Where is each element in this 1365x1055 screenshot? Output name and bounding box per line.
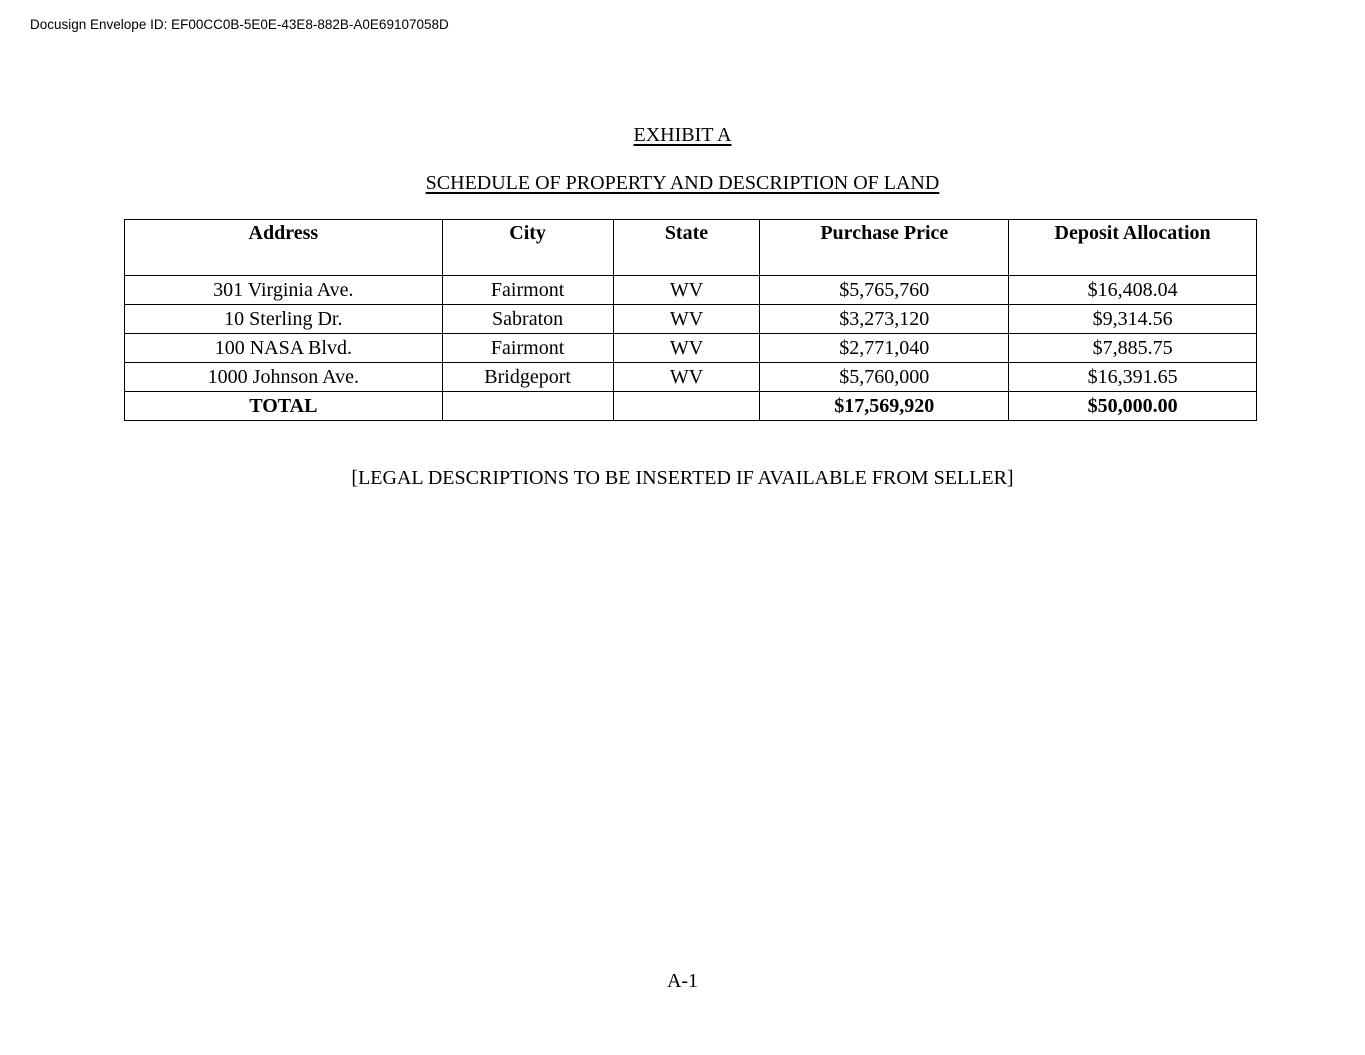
cell-purchase-price: $5,760,000 (760, 363, 1009, 392)
header-city: City (442, 220, 613, 276)
cell-purchase-price: $3,273,120 (760, 305, 1009, 334)
table-total-row (125, 392, 1257, 421)
docusign-envelope-id: Docusign Envelope ID: EF00CC0B-5E0E-43E8-882B-A0E69107058D (30, 17, 449, 32)
cell-address: 1000 Johnson Ave. (125, 363, 443, 392)
cell-address: 301 Virginia Ave. (125, 276, 443, 305)
cell-deposit-allocation: $9,314.56 (1009, 305, 1257, 334)
cell-city: Fairmont (442, 276, 613, 305)
cell-address: 100 NASA Blvd. (125, 334, 443, 363)
cell-city: Sabraton (442, 305, 613, 334)
total-state-empty (613, 392, 760, 421)
property-schedule-table (124, 219, 1257, 421)
schedule-title: SCHEDULE OF PROPERTY AND DESCRIPTION OF LAND (425, 172, 940, 194)
cell-purchase-price: $5,765,760 (760, 276, 1009, 305)
total-purchase-price: $17,569,920 (760, 392, 1009, 421)
exhibit-title: EXHIBIT A (633, 124, 732, 146)
table-row (125, 334, 1257, 363)
cell-deposit-allocation: $16,408.04 (1009, 276, 1257, 305)
cell-state: WV (613, 334, 760, 363)
cell-state: WV (613, 305, 760, 334)
table-row (125, 276, 1257, 305)
page-number: A-1 (666, 970, 699, 992)
cell-deposit-allocation: $7,885.75 (1009, 334, 1257, 363)
cell-state: WV (613, 363, 760, 392)
header-purchase-price: Purchase Price (760, 220, 1009, 276)
cell-city: Fairmont (442, 334, 613, 363)
header-address: Address (125, 220, 443, 276)
cell-purchase-price: $2,771,040 (760, 334, 1009, 363)
total-city-empty (442, 392, 613, 421)
cell-state: WV (613, 276, 760, 305)
cell-deposit-allocation: $16,391.65 (1009, 363, 1257, 392)
total-label: TOTAL (125, 392, 443, 421)
table-row (125, 305, 1257, 334)
cell-address: 10 Sterling Dr. (125, 305, 443, 334)
total-deposit-allocation: $50,000.00 (1009, 392, 1257, 421)
legal-descriptions-note: [LEGAL DESCRIPTIONS TO BE INSERTED IF AVAILABLE FROM SELLER] (351, 467, 1014, 489)
header-deposit-allocation: Deposit Allocation (1009, 220, 1257, 276)
table-row (125, 363, 1257, 392)
cell-city: Bridgeport (442, 363, 613, 392)
header-state: State (613, 220, 760, 276)
table-header-row (125, 220, 1257, 276)
